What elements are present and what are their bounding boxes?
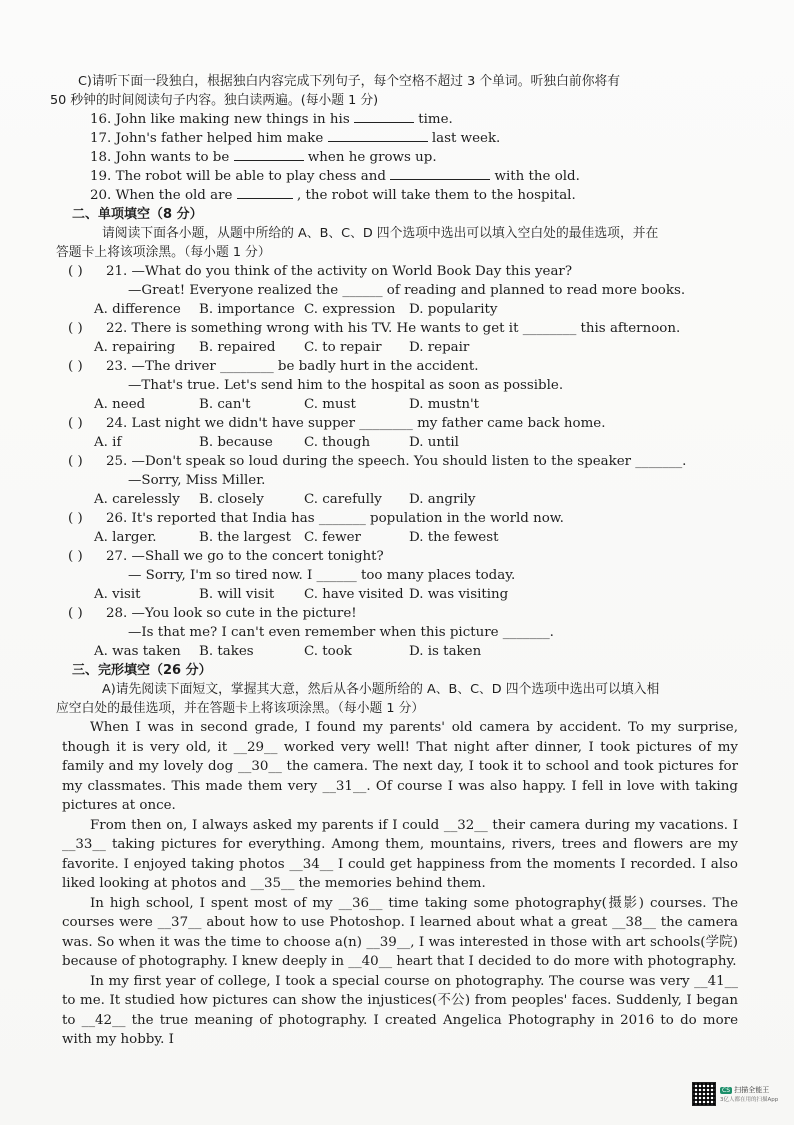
mcq-option[interactable]: A. was taken — [94, 644, 181, 659]
mcq-question-28-line: ( ) 28. —You look so cute in the picture! — [68, 606, 357, 621]
mcq-options-26 — [68, 528, 738, 547]
camscanner-icon: CS — [722, 1087, 730, 1094]
mcq-option[interactable]: B. the largest — [199, 530, 291, 545]
mcq-question-27-line: — Sorry, I'm so tired now. I ______ too many places today. — [128, 568, 516, 583]
scanner-badge-text: CS 扫描全能王 3亿人都在用的扫描App — [720, 1086, 779, 1103]
mcq-option[interactable]: A. carelessly — [94, 492, 180, 507]
mcq-option[interactable]: B. because — [199, 435, 273, 450]
mcq-option[interactable]: D. was visiting — [409, 587, 509, 602]
mcq-options-24 — [68, 433, 738, 452]
mcq-question-22-line: ( ) 22. There is something wrong with his TV. He wants to get it ________ this afternoon. — [68, 321, 681, 336]
mcq-option[interactable]: B. importance — [199, 302, 295, 317]
cloze-paragraph-2: From then on, I always asked my parents if I could __32__ their camera during my vacations. I __33__ taking pictures for everything. Among them, mountains, rivers, trees and flowers are my favorite. I enjoyed taking photos __34__ I could get happiness from the moments I recorded. I also liked looking at photos and __35__ the memories behind them. — [62, 817, 738, 891]
mcq-option[interactable]: A. need — [94, 397, 146, 412]
mcq-option[interactable]: D. is taken — [409, 644, 482, 659]
mcq-option[interactable]: D. until — [409, 435, 459, 450]
mcq-options-22 — [68, 338, 738, 357]
mcq-option[interactable]: D. angrily — [409, 492, 476, 507]
mcq-question-25-line: —Sorry, Miss Miller. — [128, 473, 266, 488]
mcq-option[interactable]: B. repaired — [199, 340, 276, 355]
answer-paren[interactable]: ( ) — [68, 454, 83, 469]
answer-paren[interactable]: ( ) — [68, 359, 83, 374]
answer-blank[interactable] — [354, 122, 414, 123]
mcq-options-23 — [68, 395, 738, 414]
section-2-instruction-2: 答题卡上将该项涂黑。（每小题 1 分） — [56, 245, 271, 260]
listening-item-19: 19. The robot will be able to play chess and with the old. — [90, 169, 580, 184]
mcq-option[interactable]: C. took — [304, 644, 352, 659]
scanner-badge — [692, 1080, 784, 1108]
mcq-option[interactable]: C. fewer — [304, 530, 361, 545]
mcq-question-21-line: ( ) 21. —What do you think of the activity on World Book Day this year? — [68, 264, 573, 279]
mcq-option[interactable]: A. visit — [94, 587, 141, 602]
mcq-option[interactable]: B. takes — [199, 644, 254, 659]
listening-item-17: 17. John's father helped him make last week. — [90, 131, 501, 146]
page-content — [50, 72, 738, 1050]
mcq-option[interactable]: D. the fewest — [409, 530, 499, 545]
mcq-option[interactable]: D. popularity — [409, 302, 498, 317]
mcq-question-25-line: ( ) 25. —Don't speak so loud during the speech. You should listen to the speaker _______. — [68, 454, 687, 469]
cloze-paragraph-3: In high school, I spent most of my __36__ time taking some photography(摄影) courses. The courses were __37__ about how to use Photoshop. I learned about what a great __38__ the camera was. So when it was the time to choose a(n) __39__, I was interested in those with art schools(学院) because of photography. I knew deeply in __40__ heart that I decided to do more with photography. — [62, 895, 738, 969]
cloze-paragraph-4: In my first year of college, I took a special course on photography. The course was very __41__ to me. It studied how pictures can show the injustices(不公) from peoples' faces. Suddenly, I began to __42__ the true meaning of photography. I created Angelica Photography in 2016 to do more with my hobby. I — [62, 973, 738, 1047]
mcq-option[interactable]: B. can't — [199, 397, 251, 412]
mcq-question-26-line: ( ) 26. It's reported that India has _______ population in the world now. — [68, 511, 564, 526]
mcq-options-25 — [68, 490, 738, 509]
answer-paren[interactable]: ( ) — [68, 511, 83, 526]
multiple-choice-list — [68, 262, 738, 661]
section-3-instruction-1: A)请先阅读下面短文，掌握其大意，然后从各小题所给的 A、B、C、D 四个选项中选出可以填入相 — [102, 682, 660, 697]
mcq-question-28-line: —Is that me? I can't even remember when this picture _______. — [128, 625, 554, 640]
answer-blank[interactable] — [328, 141, 428, 142]
listening-item-20: 20. When the old are , the robot will take them to the hospital. — [90, 188, 576, 203]
section-2-instruction-1: 请阅读下面各小题，从题中所给的 A、B、C、D 四个选项中选出可以填入空白处的最佳选项，并在 — [102, 226, 659, 241]
mcq-option[interactable]: C. to repair — [304, 340, 382, 355]
answer-paren[interactable]: ( ) — [68, 264, 83, 279]
part-c-instruction-1: C)请听下面一段独白，根据独白内容完成下列句子，每个空格不超过 3 个单词。听独白前你将有 — [78, 74, 621, 89]
mcq-option[interactable]: C. have visited — [304, 587, 404, 602]
mcq-question-21-line: —Great! Everyone realized the ______ of reading and planned to read more books. — [128, 283, 686, 298]
answer-paren[interactable]: ( ) — [68, 416, 83, 431]
mcq-option[interactable]: C. though — [304, 435, 371, 450]
mcq-question-23-line: —That's true. Let's send him to the hospital as soon as possible. — [128, 378, 564, 393]
answer-paren[interactable]: ( ) — [68, 606, 83, 621]
mcq-option[interactable]: A. repairing — [94, 340, 176, 355]
mcq-options-21 — [68, 300, 738, 319]
mcq-option[interactable]: C. carefully — [304, 492, 382, 507]
mcq-option[interactable]: A. larger. — [94, 530, 157, 545]
section-2-title: 二、单项填空（8 分） — [72, 207, 203, 222]
section-3-instruction-2: 应空白处的最佳选项，并在答题卡上将该项涂黑。（每小题 1 分） — [56, 701, 425, 716]
answer-blank[interactable] — [234, 160, 304, 161]
mcq-option[interactable]: A. if — [94, 435, 122, 450]
mcq-question-27-line: ( ) 27. —Shall we go to the concert tonight? — [68, 549, 384, 564]
cloze-passage — [62, 718, 738, 1050]
mcq-question-23-line: ( ) 23. —The driver ________ be badly hurt in the accident. — [68, 359, 479, 374]
qr-code-icon — [692, 1082, 716, 1106]
mcq-options-28 — [68, 642, 738, 661]
answer-blank[interactable] — [237, 198, 293, 199]
mcq-option[interactable]: A. difference — [94, 302, 181, 317]
section-3-title: 三、完形填空（26 分） — [72, 663, 212, 678]
cloze-paragraph-1: When I was in second grade, I found my parents' old camera by accident. To my surprise, though it is very old, it __29__ worked very well! That night after dinner, I took pictures of my family and my lovely dog __30__ the camera. The next day, I took it to school and took pictures for my classmates. This made them very __31__. Of course I was also happy. I fell in love with taking pictures at once. — [62, 720, 738, 813]
mcq-option[interactable]: B. will visit — [199, 587, 275, 602]
mcq-options-27 — [68, 585, 738, 604]
part-c-instruction-2: 50 秒钟的时间阅读句子内容。独白读两遍。(每小题 1 分) — [50, 93, 379, 108]
mcq-option[interactable]: C. must — [304, 397, 356, 412]
listening-item-18: 18. John wants to be when he grows up. — [90, 150, 437, 165]
mcq-option[interactable]: D. mustn't — [409, 397, 480, 412]
mcq-question-24-line: ( ) 24. Last night we didn't have supper ________ my father came back home. — [68, 416, 606, 431]
mcq-option[interactable]: B. closely — [199, 492, 264, 507]
answer-blank[interactable] — [390, 179, 490, 180]
answer-paren[interactable]: ( ) — [68, 321, 83, 336]
mcq-option[interactable]: D. repair — [409, 340, 470, 355]
listening-item-16: 16. John like making new things in his time. — [90, 112, 453, 127]
answer-paren[interactable]: ( ) — [68, 549, 83, 564]
mcq-option[interactable]: C. expression — [304, 302, 396, 317]
